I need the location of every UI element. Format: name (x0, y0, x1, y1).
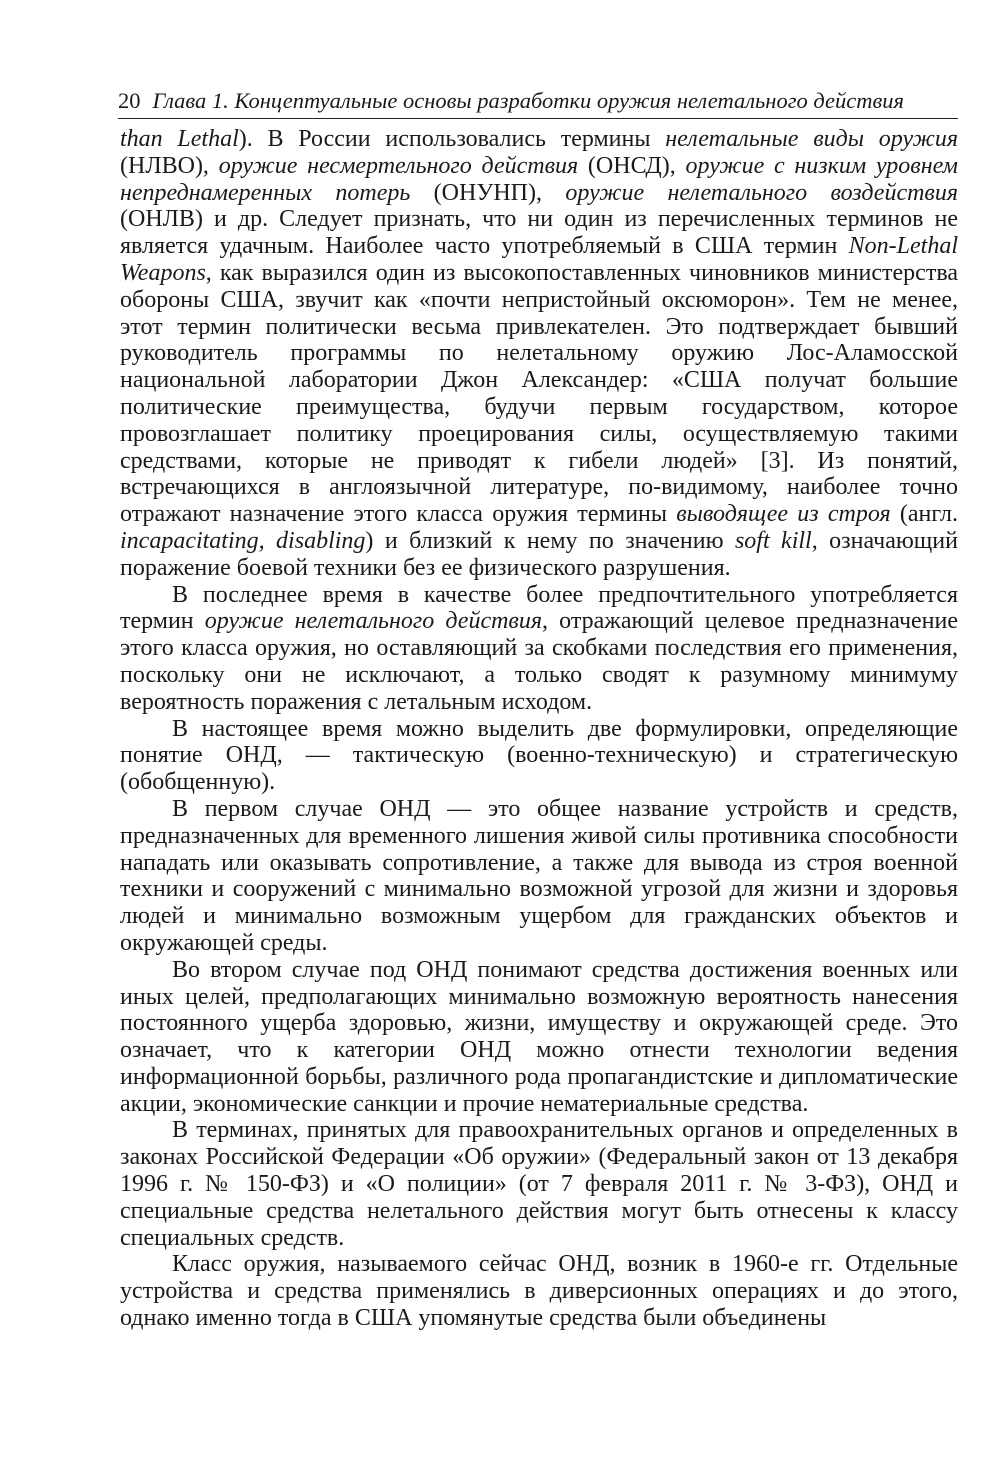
italic-term: нелетальные виды оружия (665, 126, 958, 152)
text-run: В первом случае ОНД — это общее название устройств и средств, предназначенных для временного лишения живой силы противника способности нападать или оказывать сопротивление, а также для вывода из строя военной техники и сооружений с минимально возможной угрозой для жизни и здоровья людей и минимально возможным ущербом для гражданских объектов и окружающей среды. (120, 795, 958, 956)
paragraph (120, 957, 958, 1118)
paragraph (120, 716, 958, 796)
italic-term: Non-Lethal Weapons (120, 233, 958, 286)
text-run: В последнее время в качестве более предпочтительного употребляется термин (120, 581, 958, 635)
text-run: (ОНЛВ) и др. Следует признать, что ни один из перечисленных терминов не является удачным. Наиболее часто употребляемый в США термин (120, 206, 958, 260)
italic-term: incapacitating, disabling (120, 527, 366, 554)
paragraph (120, 1251, 958, 1331)
text-run: , означающий поражение боевой техники без ее физического разрушения. (120, 527, 958, 581)
paragraph (120, 582, 958, 716)
body-text (120, 126, 958, 1332)
page-number: 20 (118, 88, 141, 113)
italic-term: оружие несмертельного действия (218, 152, 579, 179)
text-run: (НЛВО), (120, 152, 219, 179)
text-run: , как выразился один из высокопоставленных чиновников министерства обороны США, звучит как «почти непристойный оксюморон». Тем не менее, этот термин политически весьма привлекателен. Это подтверждает бывший руководитель программы по нелетальному оружию Лос-Аламосской национальной лаборатории Джон Александер: «США получат большие политические преимущества, будучи первым государством, которое провозглашает политику проецирования силы, осуществляемую такими средствами, которые не приводят к гибели людей» [3]. Из понятий, встречающихся в англоязычной литературе, по-видимому, наиболее точно отражают назначение этого класса оружия термины (120, 259, 958, 528)
italic-term: оружие нелетального действия (204, 608, 543, 635)
text-run: (англ. (890, 501, 958, 528)
text-run: ) и близкий к нему по значению (365, 527, 735, 554)
paragraph (120, 796, 958, 957)
running-header (118, 86, 958, 119)
italic-term: than Lethal (120, 126, 239, 152)
text-run: В настоящее время можно выделить две формулировки, определяющие понятие ОНД, — тактическую (военно-техническую) и стратегическую (обобщенную). (120, 715, 958, 796)
text-run: (ОНСД), (578, 152, 686, 179)
italic-term: выводящее из строя (676, 501, 891, 528)
text-run: Класс оружия, называемого сейчас ОНД, возник в 1960-е гг. Отдельные устройства и средства применялись в диверсионных операциях и до этого, однако именно тогда в США упомянутые средства были объединены (120, 1251, 958, 1332)
chapter-title: Глава 1. Концептуальные основы разработки оружия нелетального действия (152, 88, 904, 113)
text-run: (ОНУНП), (410, 179, 566, 206)
italic-term: оружие с низким уровнем непреднамеренных потерь (120, 152, 958, 206)
text-run: В терминах, принятых для правоохранительных органов и определенных в законах Российской Федерации «Об оружии» (Федеральный закон от 13 декабря 1996 г. № 150-ФЗ) и «О полиции» (от 7 февраля 2011 г. № 3-ФЗ), ОНД и специальные средства нелетального действия могут быть отнесены к классу специальных средств. (120, 1117, 958, 1251)
text-run: Во втором случае под ОНД понимают средства достижения военных или иных целей, предполагающих минимально возможную вероятность нанесения постоянного ущерба здоровью, жизни, имуществу и окружающей среде. Это означает, что к категории ОНД можно отнести технологии ведения информационной борьбы, различного рода пропагандистские и дипломатические акции, экономические санкции и прочие нематериальные средства. (120, 956, 958, 1117)
text-run: , отражающий целевое предназначение этого класса оружия, но оставляющий за скобками последствия его применения, поскольку они не исключают, а только сводят к разумному минимуму вероятность поражения с летальным исходом. (120, 608, 959, 715)
text-run: ). В России использовались термины (238, 126, 666, 152)
italic-term: оружие нелетального воздействия (565, 179, 958, 206)
paragraph (120, 1117, 958, 1251)
paragraph (120, 126, 958, 582)
italic-term: soft kill (734, 527, 812, 554)
